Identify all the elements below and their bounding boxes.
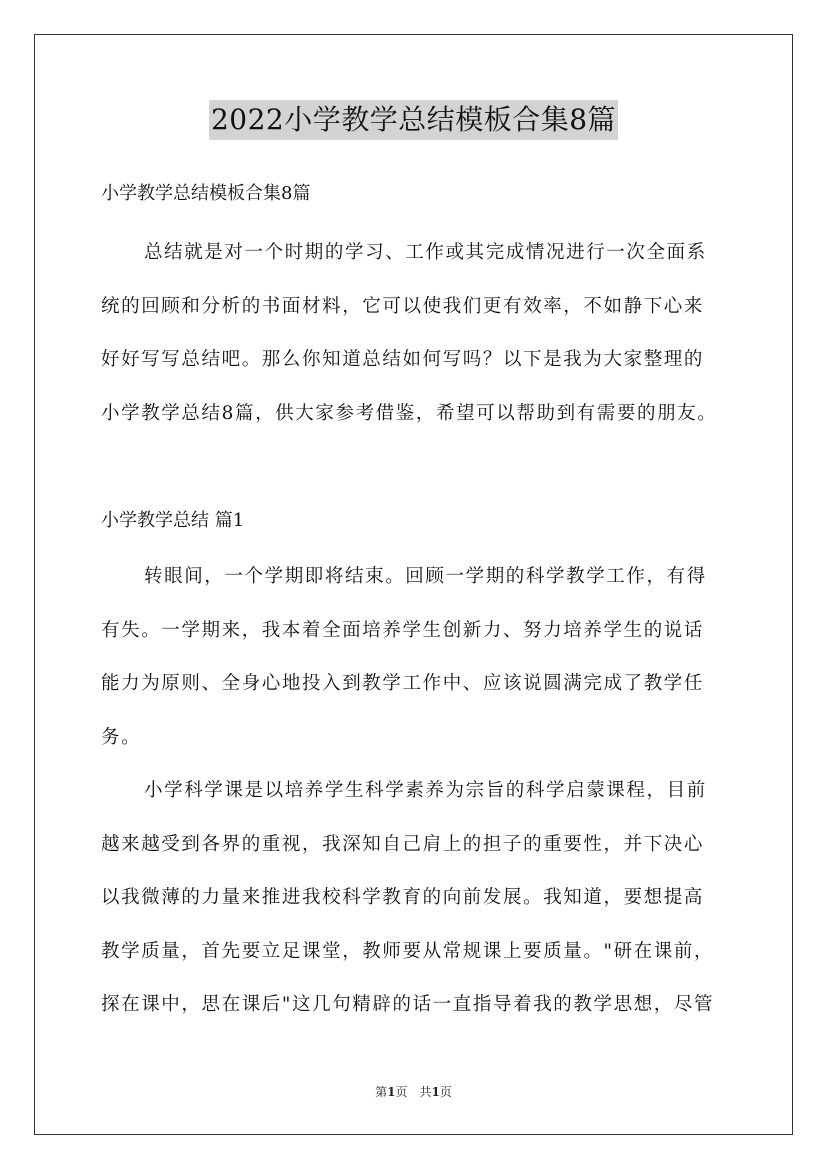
footer-prefix: 第	[375, 1085, 388, 1099]
paragraph-2	[101, 764, 741, 1032]
section-heading: 小学教学总结 篇1	[101, 510, 245, 531]
paragraph-line: 教学质量，首先要立足课堂，教师要从常规课上要质量。"研在课前，	[101, 940, 715, 962]
section-body	[101, 550, 741, 1032]
paragraph-line: 有失。一学期来，我本着全面培养学生创新力、努力培养学生的说话	[101, 619, 705, 641]
paragraph-line: 能力为原则、全身心地投入到教学工作中、应该说圆满完成了教学任	[101, 673, 705, 694]
footer-mid: 页 共	[395, 1085, 432, 1099]
footer-suffix: 页	[439, 1085, 452, 1099]
footer-total-pages: 1	[431, 1085, 440, 1099]
intro-line: 好好写写总结吧。那么你知道总结如何写吗？以下是我为大家整理的	[101, 349, 705, 370]
title-container	[0, 100, 827, 140]
footer-current-page: 1	[387, 1085, 396, 1099]
page-footer	[0, 1082, 827, 1102]
paragraph-line: 探在课中，思在课后"这几句精辟的话一直指导着我的教学思想，尽管	[101, 994, 715, 1015]
paragraph-line: 小学科学课是以培养学生科学素养为宗旨的科学启蒙课程，目前	[144, 780, 707, 801]
intro-line: 统的回顾和分析的书面材料，它可以使我们更有效率，不如静下心来	[101, 295, 705, 317]
intro-line: 小学教学总结8篇，供大家参考借鉴，希望可以帮助到有需要的朋友。	[101, 402, 718, 424]
intro-paragraph	[101, 226, 741, 440]
document-subtitle: 小学教学总结模板合集8篇	[101, 183, 311, 204]
document-body	[101, 176, 741, 440]
intro-line: 总结就是对一个时期的学习、工作或其完成情况进行一次全面系	[144, 242, 707, 263]
paragraph-line: 以我微薄的力量来推进我校科学教育的向前发展。我知道，要想提高	[101, 887, 705, 908]
paragraph-1	[101, 550, 741, 764]
paragraph-line: 越来越受到各界的重视，我深知自己肩上的担子的重要性，并下决心	[101, 833, 705, 855]
paragraph-line: 转眼间，一个学期即将结束。回顾一学期的科学教学工作，有得	[144, 566, 707, 587]
paragraph-line: 务。	[101, 726, 142, 748]
document-title: 2022小学教学总结模板合集8篇	[209, 100, 618, 140]
